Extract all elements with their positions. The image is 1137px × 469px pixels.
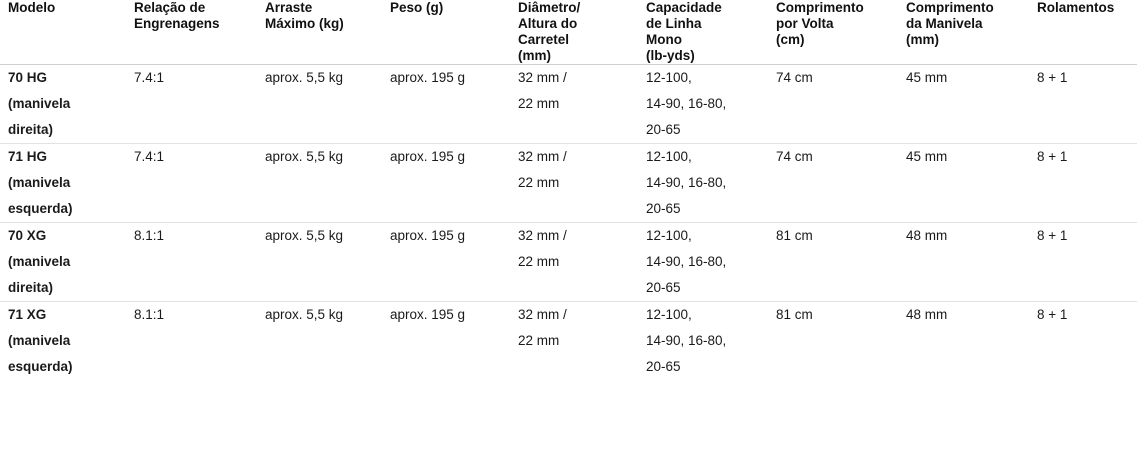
table-row — [0, 144, 1137, 223]
cell-line: 12-100, — [646, 228, 692, 243]
cell-line: 7.4:1 — [134, 149, 165, 164]
cell-spool — [518, 144, 646, 223]
cell-line: aprox. 195 g — [390, 70, 466, 85]
column-header-rolamentos — [1037, 0, 1137, 65]
cell-handle-length — [906, 223, 1037, 302]
cell-line: 71 XG — [8, 307, 47, 322]
cell-line: direita) — [8, 122, 54, 137]
cell-retrieve — [776, 65, 906, 144]
column-header-line: Comprimento — [776, 0, 864, 15]
column-header-line: (lb-yds) — [646, 48, 695, 63]
cell-line: 45 mm — [906, 70, 948, 85]
cell-line: 14-90, 16-80, — [646, 96, 727, 111]
column-header-arraste-maximo — [265, 0, 390, 65]
cell-line: aprox. 195 g — [390, 228, 466, 243]
column-header-line: Modelo — [8, 0, 56, 15]
cell-line: aprox. 5,5 kg — [265, 307, 344, 322]
cell-bearings — [1037, 223, 1137, 302]
cell-model — [0, 65, 134, 144]
cell-handle-length — [906, 302, 1037, 381]
cell-gear-ratio — [134, 144, 265, 223]
cell-line: 45 mm — [906, 149, 948, 164]
column-header-line: Mono — [646, 32, 682, 47]
cell-line: 32 mm / — [518, 149, 567, 164]
cell-spool — [518, 65, 646, 144]
cell-line: 81 cm — [776, 228, 813, 243]
cell-line: esquerda) — [8, 201, 73, 216]
cell-line: aprox. 5,5 kg — [265, 70, 344, 85]
cell-line: (manivela — [8, 175, 71, 190]
column-header-relacao-engrenagens — [134, 0, 265, 65]
cell-line: 81 cm — [776, 307, 813, 322]
table-row — [0, 223, 1137, 302]
column-header-peso — [390, 0, 518, 65]
cell-line: 12-100, — [646, 149, 692, 164]
cell-retrieve — [776, 302, 906, 381]
cell-line: 22 mm — [518, 254, 560, 269]
cell-line: 74 cm — [776, 70, 813, 85]
cell-line: 22 mm — [518, 96, 560, 111]
cell-line: esquerda) — [8, 359, 73, 374]
cell-weight — [390, 65, 518, 144]
cell-gear-ratio — [134, 302, 265, 381]
column-header-line: por Volta — [776, 16, 834, 31]
cell-max-drag — [265, 144, 390, 223]
cell-bearings — [1037, 65, 1137, 144]
cell-model — [0, 144, 134, 223]
cell-line: aprox. 5,5 kg — [265, 149, 344, 164]
cell-max-drag — [265, 65, 390, 144]
cell-line: 32 mm / — [518, 228, 567, 243]
column-header-diametro-altura-carretel — [518, 0, 646, 65]
cell-line: 32 mm / — [518, 70, 567, 85]
column-header-line: Carretel — [518, 32, 570, 47]
column-header-line: Relação de — [134, 0, 206, 15]
cell-line: 8 + 1 — [1037, 228, 1068, 243]
table-row — [0, 302, 1137, 381]
cell-line: 8 + 1 — [1037, 70, 1068, 85]
column-header-line: de Linha — [646, 16, 702, 31]
column-header-line: Comprimento — [906, 0, 994, 15]
cell-line: 32 mm / — [518, 307, 567, 322]
table-header-row — [0, 0, 1137, 65]
cell-line: 71 HG — [8, 149, 48, 164]
cell-line: (manivela — [8, 254, 71, 269]
cell-line: 20-65 — [646, 280, 681, 295]
cell-weight — [390, 302, 518, 381]
column-header-line: Peso (g) — [390, 0, 444, 15]
cell-line: aprox. 195 g — [390, 307, 466, 322]
cell-model — [0, 302, 134, 381]
column-header-line: Arraste — [265, 0, 313, 15]
cell-handle-length — [906, 144, 1037, 223]
cell-line: 22 mm — [518, 175, 560, 190]
cell-line: 70 XG — [8, 228, 47, 243]
cell-line: 14-90, 16-80, — [646, 333, 727, 348]
cell-line: 20-65 — [646, 359, 681, 374]
cell-line: 8 + 1 — [1037, 307, 1068, 322]
cell-line-capacity — [646, 223, 776, 302]
column-header-line: (mm) — [906, 32, 939, 47]
cell-gear-ratio — [134, 65, 265, 144]
cell-line: 7.4:1 — [134, 70, 165, 85]
table-body — [0, 65, 1137, 381]
cell-line: 20-65 — [646, 201, 681, 216]
cell-max-drag — [265, 223, 390, 302]
column-header-line: (mm) — [518, 48, 551, 63]
cell-line: (manivela — [8, 333, 71, 348]
cell-line-capacity — [646, 65, 776, 144]
table-header — [0, 0, 1137, 65]
cell-line: 48 mm — [906, 228, 948, 243]
cell-bearings — [1037, 144, 1137, 223]
cell-max-drag — [265, 302, 390, 381]
cell-line: 48 mm — [906, 307, 948, 322]
cell-line: aprox. 5,5 kg — [265, 228, 344, 243]
cell-line: 14-90, 16-80, — [646, 175, 727, 190]
column-header-line: Engrenagens — [134, 16, 220, 31]
column-header-capacidade-linha-mono — [646, 0, 776, 65]
column-header-comprimento-por-volta — [776, 0, 906, 65]
cell-line-capacity — [646, 302, 776, 381]
cell-handle-length — [906, 65, 1037, 144]
cell-line: direita) — [8, 280, 54, 295]
cell-line: aprox. 195 g — [390, 149, 466, 164]
cell-retrieve — [776, 223, 906, 302]
column-header-line: Altura do — [518, 16, 578, 31]
cell-weight — [390, 144, 518, 223]
cell-retrieve — [776, 144, 906, 223]
column-header-line: Diâmetro/ — [518, 0, 581, 15]
cell-spool — [518, 302, 646, 381]
column-header-line: da Manivela — [906, 16, 983, 31]
column-header-modelo — [0, 0, 134, 65]
cell-line: (manivela — [8, 96, 71, 111]
cell-line: 8 + 1 — [1037, 149, 1068, 164]
column-header-line: (cm) — [776, 32, 805, 47]
cell-line: 14-90, 16-80, — [646, 254, 727, 269]
cell-line: 20-65 — [646, 122, 681, 137]
cell-line: 8.1:1 — [134, 307, 165, 322]
cell-line: 70 HG — [8, 70, 48, 85]
column-header-comprimento-manivela — [906, 0, 1037, 65]
cell-line-capacity — [646, 144, 776, 223]
cell-line: 12-100, — [646, 70, 692, 85]
cell-line: 22 mm — [518, 333, 560, 348]
cell-line: 8.1:1 — [134, 228, 165, 243]
cell-bearings — [1037, 302, 1137, 381]
table-row — [0, 65, 1137, 144]
cell-line: 12-100, — [646, 307, 692, 322]
cell-model — [0, 223, 134, 302]
cell-gear-ratio — [134, 223, 265, 302]
column-header-line: Capacidade — [646, 0, 722, 15]
cell-spool — [518, 223, 646, 302]
cell-weight — [390, 223, 518, 302]
column-header-line: Rolamentos — [1037, 0, 1115, 15]
cell-line: 74 cm — [776, 149, 813, 164]
column-header-line: Máximo (kg) — [265, 16, 344, 31]
